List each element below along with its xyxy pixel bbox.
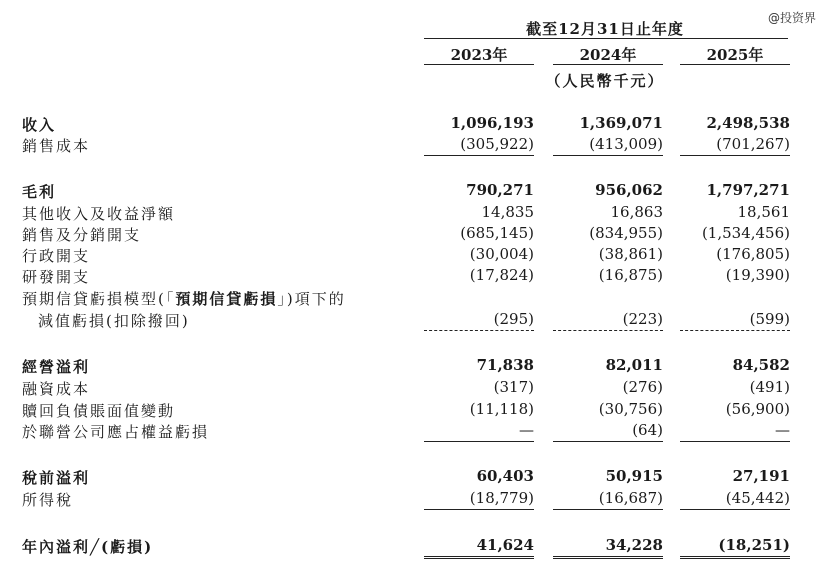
year-rule [680, 64, 790, 65]
row-label-ecl-line2: 減值虧損(扣除撥回) [38, 312, 190, 330]
row-label-cost-of-sales: 銷售成本 [22, 137, 91, 155]
period-rule [424, 38, 788, 39]
year-header-2025: 2025年 [706, 46, 764, 64]
row-label-associate-loss: 於聯營公司應占權益虧損 [22, 423, 210, 441]
subtotal-rule [553, 330, 663, 331]
cell-operating-profit-2024: 82,011 [605, 356, 663, 374]
cell-redemption-liability-2024: (30,756) [598, 400, 663, 418]
row-label-other-income: 其他收入及收益淨額 [22, 205, 176, 223]
cell-admin-expenses-2025: (176,805) [716, 245, 790, 263]
cell-ecl-2025: (599) [749, 310, 790, 328]
subtotal-rule [424, 155, 534, 156]
cell-admin-expenses-2023: (30,004) [469, 245, 534, 263]
total-double-rule [424, 556, 534, 559]
cell-finance-costs-2024: (276) [622, 378, 663, 396]
subtotal-rule [553, 441, 663, 442]
cell-income-tax-2025: (45,442) [725, 489, 790, 507]
row-label-finance-costs: 融資成本 [22, 380, 91, 398]
total-double-rule [680, 556, 790, 559]
cell-income-tax-2024: (16,687) [598, 489, 663, 507]
cell-selling-expenses-2024: (834,955) [589, 224, 663, 242]
row-label-rnd-expenses: 研發開支 [22, 268, 91, 286]
cell-profit-for-year-2023: 41,624 [476, 536, 534, 554]
cell-cost-of-sales-2025: (701,267) [716, 135, 790, 153]
cell-profit-for-year-2024: 34,228 [605, 536, 663, 554]
cell-selling-expenses-2023: (685,145) [460, 224, 534, 242]
cell-associate-loss-2025: — [775, 421, 790, 439]
cell-associate-loss-2023: — [519, 421, 534, 439]
cell-other-income-2025: 18,561 [737, 203, 790, 221]
cell-redemption-liability-2025: (56,900) [725, 400, 790, 418]
year-rule [553, 64, 663, 65]
cell-other-income-2024: 16,863 [610, 203, 663, 221]
total-double-rule [553, 556, 663, 559]
subtotal-rule [680, 330, 790, 331]
subtotal-rule [680, 155, 790, 156]
row-label-profit-for-year: 年內溢利╱(虧損) [22, 538, 154, 556]
subtotal-rule [553, 509, 663, 510]
cell-cost-of-sales-2023: (305,922) [460, 135, 534, 153]
row-label-income-tax: 所得稅 [22, 491, 74, 509]
cell-profit-for-year-2025: (18,251) [718, 536, 790, 554]
cell-revenue-2023: 1,096,193 [450, 114, 534, 132]
cell-gross-profit-2024: 956,062 [595, 181, 663, 199]
row-label-selling-expenses: 銷售及分銷開支 [22, 226, 142, 244]
cell-revenue-2024: 1,369,071 [579, 114, 663, 132]
cell-profit-before-tax-2024: 50,915 [605, 467, 663, 485]
watermark: @投资界 [767, 11, 816, 25]
cell-rnd-expenses-2025: (19,390) [725, 266, 790, 284]
subtotal-rule [553, 155, 663, 156]
subtotal-rule [424, 509, 534, 510]
cell-operating-profit-2025: 84,582 [732, 356, 790, 374]
year-header-2023: 2023年 [450, 46, 508, 64]
cell-ecl-2024: (223) [622, 310, 663, 328]
row-label-revenue: 收入 [22, 116, 57, 134]
cell-selling-expenses-2025: (1,534,456) [701, 224, 790, 242]
cell-rnd-expenses-2024: (16,875) [598, 266, 663, 284]
cell-profit-before-tax-2023: 60,403 [476, 467, 534, 485]
cell-gross-profit-2025: 1,797,271 [706, 181, 790, 199]
subtotal-rule [680, 509, 790, 510]
cell-associate-loss-2024: (64) [632, 421, 663, 439]
row-label-redemption-liability: 贖回負債賬面值變動 [22, 402, 176, 420]
row-label-operating-profit: 經營溢利 [22, 358, 91, 376]
cell-finance-costs-2025: (491) [749, 378, 790, 396]
row-label-admin-expenses: 行政開支 [22, 247, 91, 265]
cell-revenue-2025: 2,498,538 [706, 114, 790, 132]
year-rule [424, 64, 534, 65]
subtotal-rule [680, 441, 790, 442]
period-header: 截至12月31日止年度 [526, 20, 684, 38]
cell-admin-expenses-2024: (38,861) [598, 245, 663, 263]
cell-income-tax-2023: (18,779) [469, 489, 534, 507]
cell-cost-of-sales-2024: (413,009) [589, 135, 663, 153]
cell-operating-profit-2023: 71,838 [476, 356, 534, 374]
row-label-ecl-line1: 預期信貸虧損模型(「預期信貸虧損」)項下的 [22, 290, 346, 308]
cell-redemption-liability-2023: (11,118) [469, 400, 534, 418]
subtotal-rule [424, 441, 534, 442]
cell-gross-profit-2023: 790,271 [466, 181, 534, 199]
cell-profit-before-tax-2025: 27,191 [732, 467, 790, 485]
subtotal-rule [424, 330, 534, 331]
row-label-gross-profit: 毛利 [22, 183, 57, 201]
year-header-2024: 2024年 [579, 46, 637, 64]
cell-rnd-expenses-2023: (17,824) [469, 266, 534, 284]
unit-label: （人民幣千元） [545, 72, 665, 90]
cell-finance-costs-2023: (317) [493, 378, 534, 396]
cell-other-income-2023: 14,835 [481, 203, 534, 221]
row-label-profit-before-tax: 稅前溢利 [22, 469, 91, 487]
cell-ecl-2023: (295) [493, 310, 534, 328]
